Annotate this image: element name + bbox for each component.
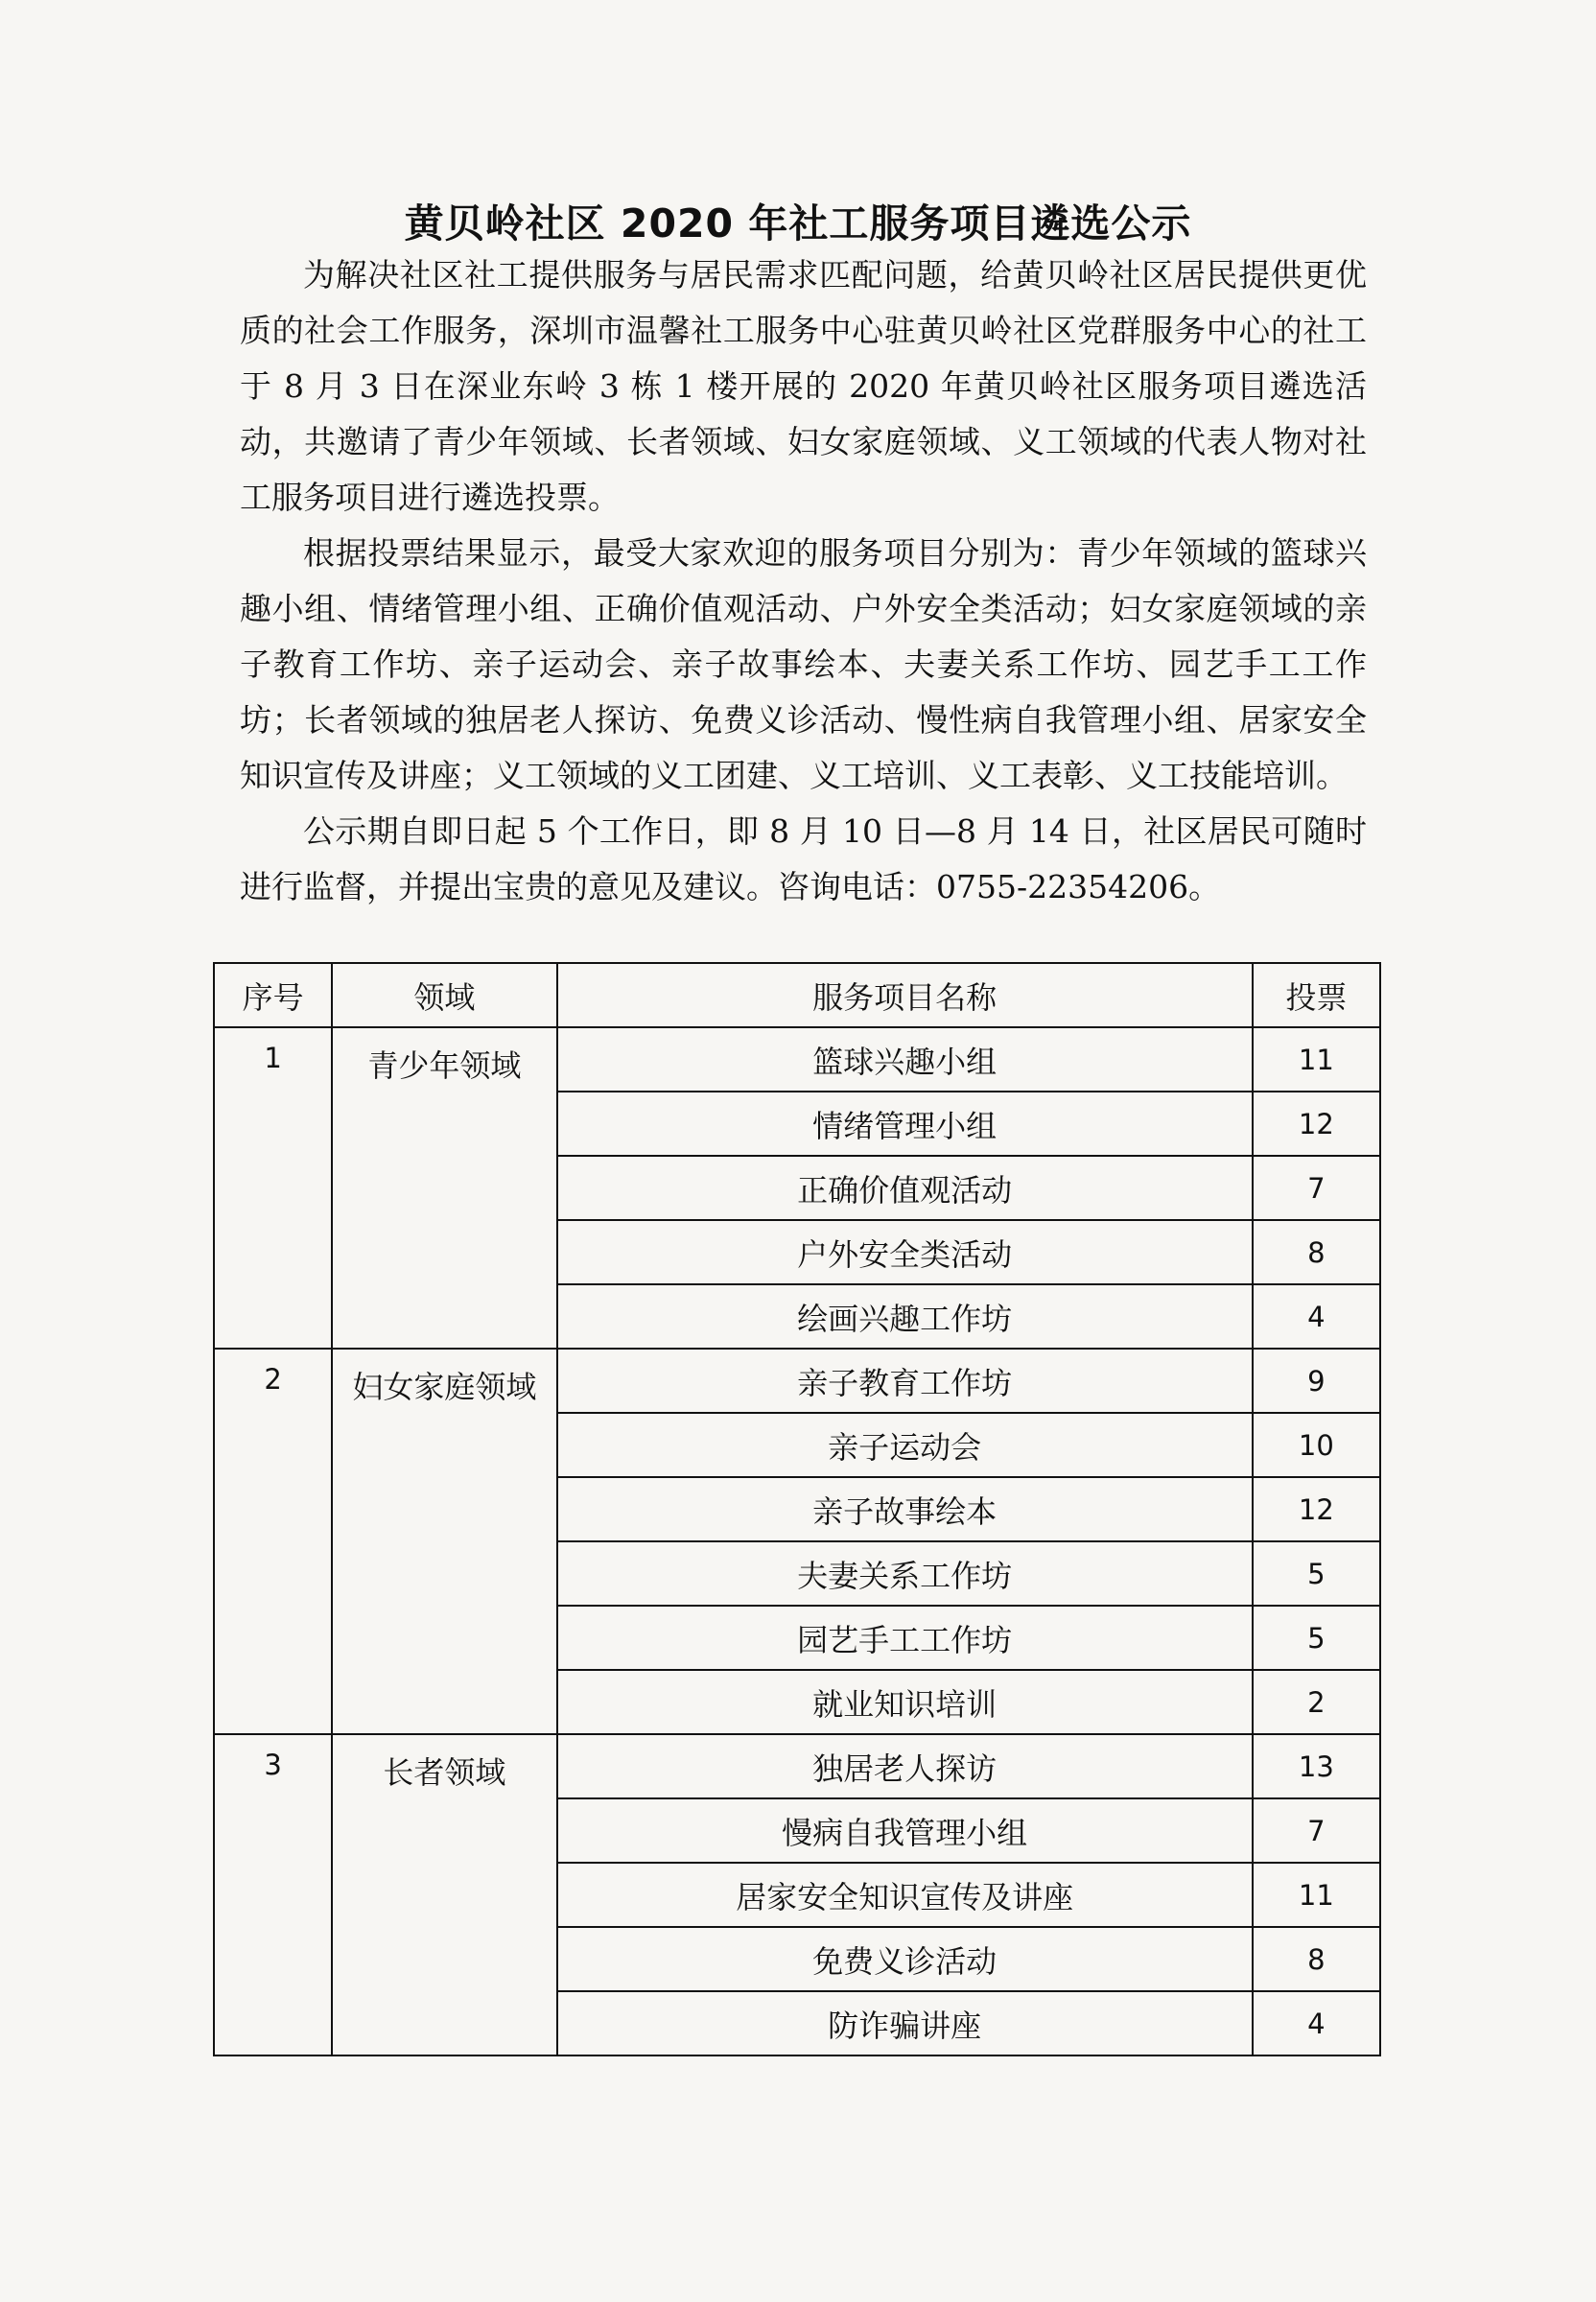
vote-count-cell: 8 [1253,1220,1380,1284]
vote-table [213,962,1381,2056]
vote-count-cell: 12 [1253,1092,1380,1156]
project-name-cell: 亲子运动会 [557,1413,1253,1477]
document-body [240,247,1367,915]
vote-count-cell: 11 [1253,1863,1380,1927]
project-name-cell: 园艺手工工作坊 [557,1606,1253,1670]
vote-count-cell: 8 [1253,1927,1380,1991]
project-name-cell: 正确价值观活动 [557,1156,1253,1220]
vote-count-cell: 4 [1253,1991,1380,2055]
project-name-cell: 亲子故事绘本 [557,1477,1253,1541]
header-votes: 投票 [1253,963,1380,1027]
header-no: 序号 [214,963,332,1027]
vote-count-cell: 4 [1253,1284,1380,1349]
project-name-cell: 防诈骗讲座 [557,1991,1253,2055]
vote-count-cell: 2 [1253,1670,1380,1734]
table-header-row [214,963,1380,1027]
project-name-cell: 慢病自我管理小组 [557,1798,1253,1863]
project-name-cell: 夫妻关系工作坊 [557,1541,1253,1606]
vote-count-cell: 5 [1253,1606,1380,1670]
project-name-cell: 居家安全知识宣传及讲座 [557,1863,1253,1927]
vote-count-cell: 7 [1253,1156,1380,1220]
paragraph-results: 根据投票结果显示，最受大家欢迎的服务项目分别为：青少年领域的篮球兴趣小组、情绪管理小组、正确价值观活动、户外安全类活动；妇女家庭领域的亲子教育工作坊、亲子运动会、亲子故事绘本、夫妻关系工作坊、园艺手工工作坊；长者领域的独居老人探访、免费义诊活动、慢性病自我管理小组、居家安全知识宣传及讲座；义工领域的义工团建、义工培训、义工表彰、义工技能培训。 [240,534,1367,794]
vote-count-cell: 12 [1253,1477,1380,1541]
document-title: 黄贝岭社区 2020 年社工服务项目遴选公示 [404,200,1192,247]
table-row [214,1734,1380,1798]
row-number-cell: 2 [214,1349,332,1734]
vote-count-cell: 13 [1253,1734,1380,1798]
header-domain: 领域 [332,963,556,1027]
project-name-cell: 情绪管理小组 [557,1092,1253,1156]
project-name-cell: 独居老人探访 [557,1734,1253,1798]
paragraph-notice: 公示期自即日起 5 个工作日，即 8 月 10 日—8 月 14 日，社区居民可随时进行监督，并提出宝贵的意见及建议。咨询电话：0755-22354206。 [240,812,1367,905]
table-row [214,1027,1380,1092]
vote-count-cell: 9 [1253,1349,1380,1413]
domain-cell: 长者领域 [332,1734,556,2055]
domain-cell: 青少年领域 [332,1027,556,1349]
project-name-cell: 绘画兴趣工作坊 [557,1284,1253,1349]
project-name-cell: 免费义诊活动 [557,1927,1253,1991]
header-project-name: 服务项目名称 [557,963,1253,1027]
row-number-cell: 1 [214,1027,332,1349]
vote-count-cell: 7 [1253,1798,1380,1863]
project-name-cell: 就业知识培训 [557,1670,1253,1734]
domain-cell: 妇女家庭领域 [332,1349,556,1734]
vote-count-cell: 5 [1253,1541,1380,1606]
vote-count-cell: 11 [1253,1027,1380,1092]
paragraph-intro: 为解决社区社工提供服务与居民需求匹配问题，给黄贝岭社区居民提供更优质的社会工作服务，深圳市温馨社工服务中心驻黄贝岭社区党群服务中心的社工于 8 月 3 日在深业东岭 3 栋 1 楼开展的 2020 年黄贝岭社区服务项目遴选活动，共邀请了青少年领域、长者领域、妇女家庭领域、义工领域的代表人物对社工服务项目进行遴选投票。 [240,256,1367,516]
row-number-cell: 3 [214,1734,332,2055]
vote-table-body [214,963,1380,2055]
project-name-cell: 篮球兴趣小组 [557,1027,1253,1092]
project-name-cell: 亲子教育工作坊 [557,1349,1253,1413]
vote-count-cell: 10 [1253,1413,1380,1477]
table-row [214,1349,1380,1413]
project-name-cell: 户外安全类活动 [557,1220,1253,1284]
